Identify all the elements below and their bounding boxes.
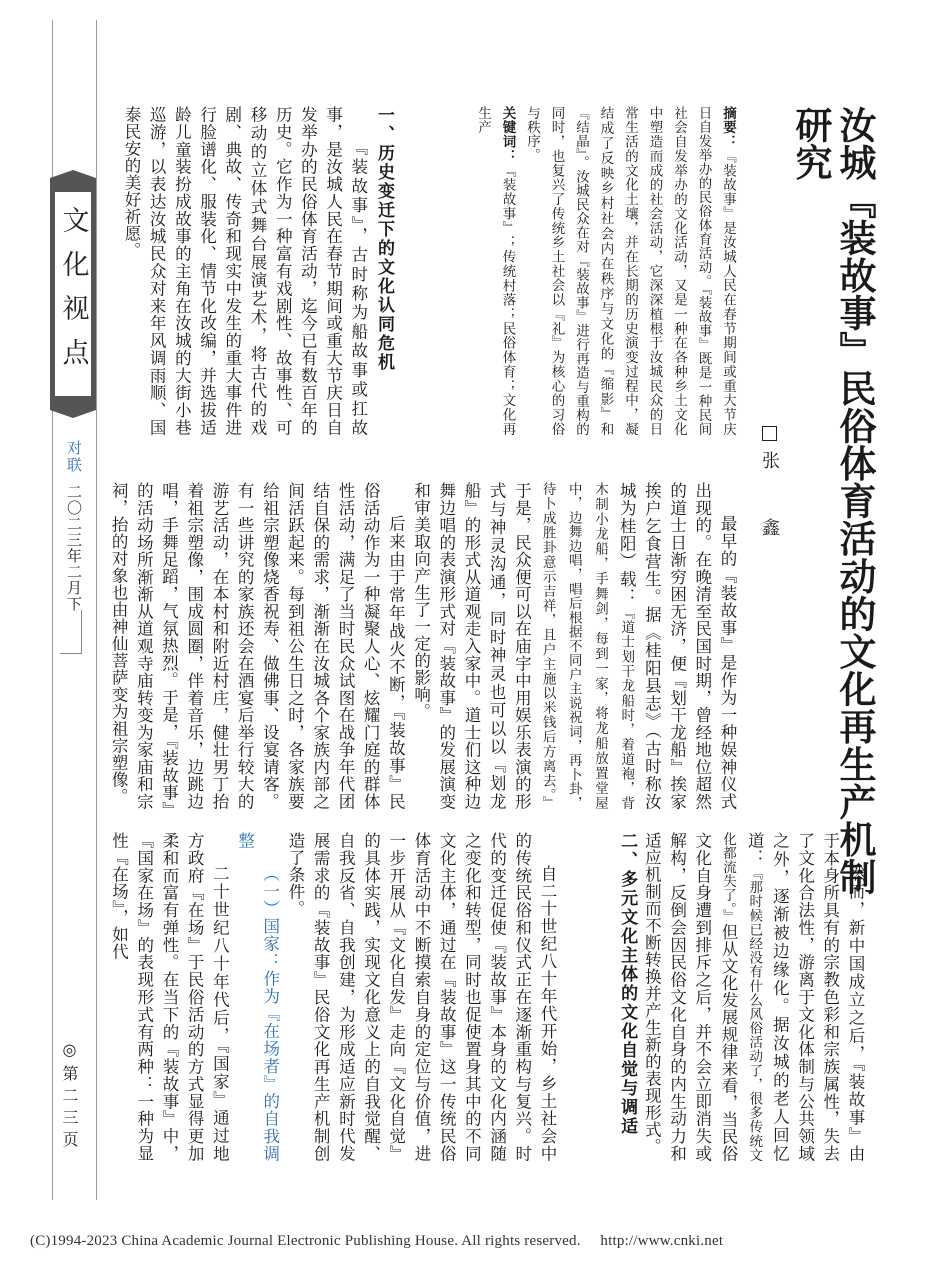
section2-paragraph-2: 二十世纪八十年代后，『国家』通过地方政府『在场』于民俗活动的方式显得更加柔和而富有弹性。在当下的『装故事』中，『国家在场』的表现形式有两种：一种为显性『在场』，如代 [109,832,230,1162]
section1-quote-2: 『那时候已经没有什么风俗活动了，很多传统文化都流失了。』 [719,832,763,1163]
footer-url[interactable]: http://www.cnki.net [600,1233,724,1249]
abstract [520,106,741,436]
abstract-text: 『装故事』是汝城人民在春节期间或重大节庆日自发举办的民俗体育活动。『装故事』既是一种民间社会自发举办的文化活动，又是一种在各种乡土文化中塑造而成的社会活动，它深深植根于汝城民众的日常生活的文化土壤，并在长期的历史演变过程中，凝结成了反映乡村社会内在秩序与文化的『缩影』和『结晶』。汝城民众在对『装故事』进行再造与重构的同时，也复兴了传统乡土社会以『礼』为核心的习俗与秩序。 [524,106,736,437]
article-title: 汝城『装故事』民俗体育活动的文化再生产机制研究 [789,106,876,896]
page-number: ◎第二三页 [60,1040,79,1153]
section2-body [109,832,560,1162]
abstract-label: 摘要： [720,106,736,150]
section1-paragraph-3: 后来由于常年战火不断，『装故事』民俗活动作为一种凝聚人心、炫耀门庭的群体性活动，满足了当时民众试图在战争年代团结自保的需求，渐渐在汝城各个家族内部之间活跃起来。每到祖公生日之时，各家族要给祖宗塑像烧香祝寿、做佛事、设宴请客。有一些讲究的家族还会在酒宴后举行较大的游艺活动，在本村和附近村庄，健壮男丁抬着祖宗塑像，围成圆圈，伴着音乐，边跳边唱，手舞足蹈，气氛热烈。于是，『装故事』的活动场所渐渐从道观寺庙转变为家庙和宗祠，抬的对象也由神仙菩萨变为祖宗塑像。 [109,482,406,810]
abstract-block [416,106,740,436]
copyright: (C)1994-2023 China Academic Journal Electronic Publishing House. All rights reserved. [30,1233,581,1249]
journal-name: 对联 [65,440,83,474]
section1-lower [578,832,868,1162]
section2-heading: 二、多元文化主体的文化自觉与调适 [617,832,638,1136]
section-banner [50,178,96,410]
keywords [471,106,520,436]
keywords-text: 『装故事』；传统村落；民俗体育；文化再生产 [475,106,516,437]
section2-paragraph-1: 自二十世纪八十年代开始，乡土社会中的传统民俗和仪式正在逐渐重构与复兴。时代的变迁促使『装故事』本身的文化内涵随之变化和转型，同时也促使置身其中的不同文化主体，通过在『装故事』这一传统民俗体育活动中不断摸索自身的定位与价值，进一步开展从『文化自发』走向『文化自觉』的具体实践，实现文化意义上的自我觉醒、自我反省、自我创建，为形成适应新时代发展需求的『装故事』民俗文化再生产机制创造了条件。 [285,832,557,1162]
section1-paragraph-2: 最早的『装故事』是作为一种娱神仪式出现的。在晚清至民国时期，曾经地位超然的道士日渐穷困无济，便『划干龙船』挨家挨户乞食营生。据《桂阳县志》（古时称汝城为桂阳）载：『道士划干龙船时，着道袍，背木制小龙船，手舞剑，每到一家，将龙船放置堂屋中，边舞边唱，唱后根据不同户主说祝词，再卜卦，待卜成胜卦意示吉祥，且户主施以米钱后方离去。』于是，民众便可以在庙宇中用娱乐表演的形式与神灵沟通，同时神灵也可以以『划龙船』的形式从道观走入家中。道士们这种边舞边唱的表演形式对『装故事』的发展演变和审美取向产生了一定的影响。 [411,482,737,811]
sidebar-arrow-icon [60,610,82,654]
section1-paragraph-4: 然而，新中国成立之后，『装故事』由于本身所具有的宗教色彩和宗族属性，失去了文化合法性，游离于文化体制与公共领域之外，逐渐被边缘化。据汝城的老人回忆道：『那时候已经没有什么风俗活动了，很多传统文化都流失了。』但从文化发展规律来看，当民俗文化自身遭到排斥之后，并不会立即消失或解构，反倒会因民俗文化自身的内生动力和适应机制而不断转换并产生新的表现形式。 [642,832,865,1163]
author-name: 张 鑫 [759,451,780,550]
section1-intro [120,106,396,436]
author [758,426,780,550]
section1-middle [109,482,740,811]
sidebar-rule-right [96,20,97,1200]
issue-date: 二〇二三年二月下 [65,484,83,612]
author-box-icon [762,426,777,441]
section1-quote: 『道士划干龙船时，着道袍，背木制小龙船，手舞剑，每到一家，将龙船放置堂屋中，边舞边唱，唱后根据不同户主说祝词，再卜卦，待卜成胜卦意示吉祥，且户主施以米钱后方离去。』 [539,482,635,811]
section-title: 文化视点 [57,206,89,382]
section1-paragraph-1: 『装故事』，古时称为船故事或扛故事，是汝城人民在春节期间或重大节庆日自发举办的民俗体育活动，迄今已有数百年的历史。它作为一种富有戏剧性、故事性、可移动的立体式舞台展演艺术，将古代的戏剧、典故、传奇和现实中发生的重大事件进行脸谱化、服装化、情节化改编，并选拔适龄儿童装扮成故事的主角在汝城的大街小巷巡游，以表达汝城民众对来年风调雨顺、国泰民安的美好祈愿。 [121,106,368,436]
keywords-label: 关键词： [499,106,516,164]
banner-chevron-top-icon [50,170,96,190]
section2-subheading: （一）国家：作为『在场者』的自我调整 [235,832,280,1162]
banner-chevron-bottom-icon [50,398,96,418]
section1-heading: 一、历史变迁下的文化认同危机 [374,106,394,372]
footer [30,1233,930,1250]
